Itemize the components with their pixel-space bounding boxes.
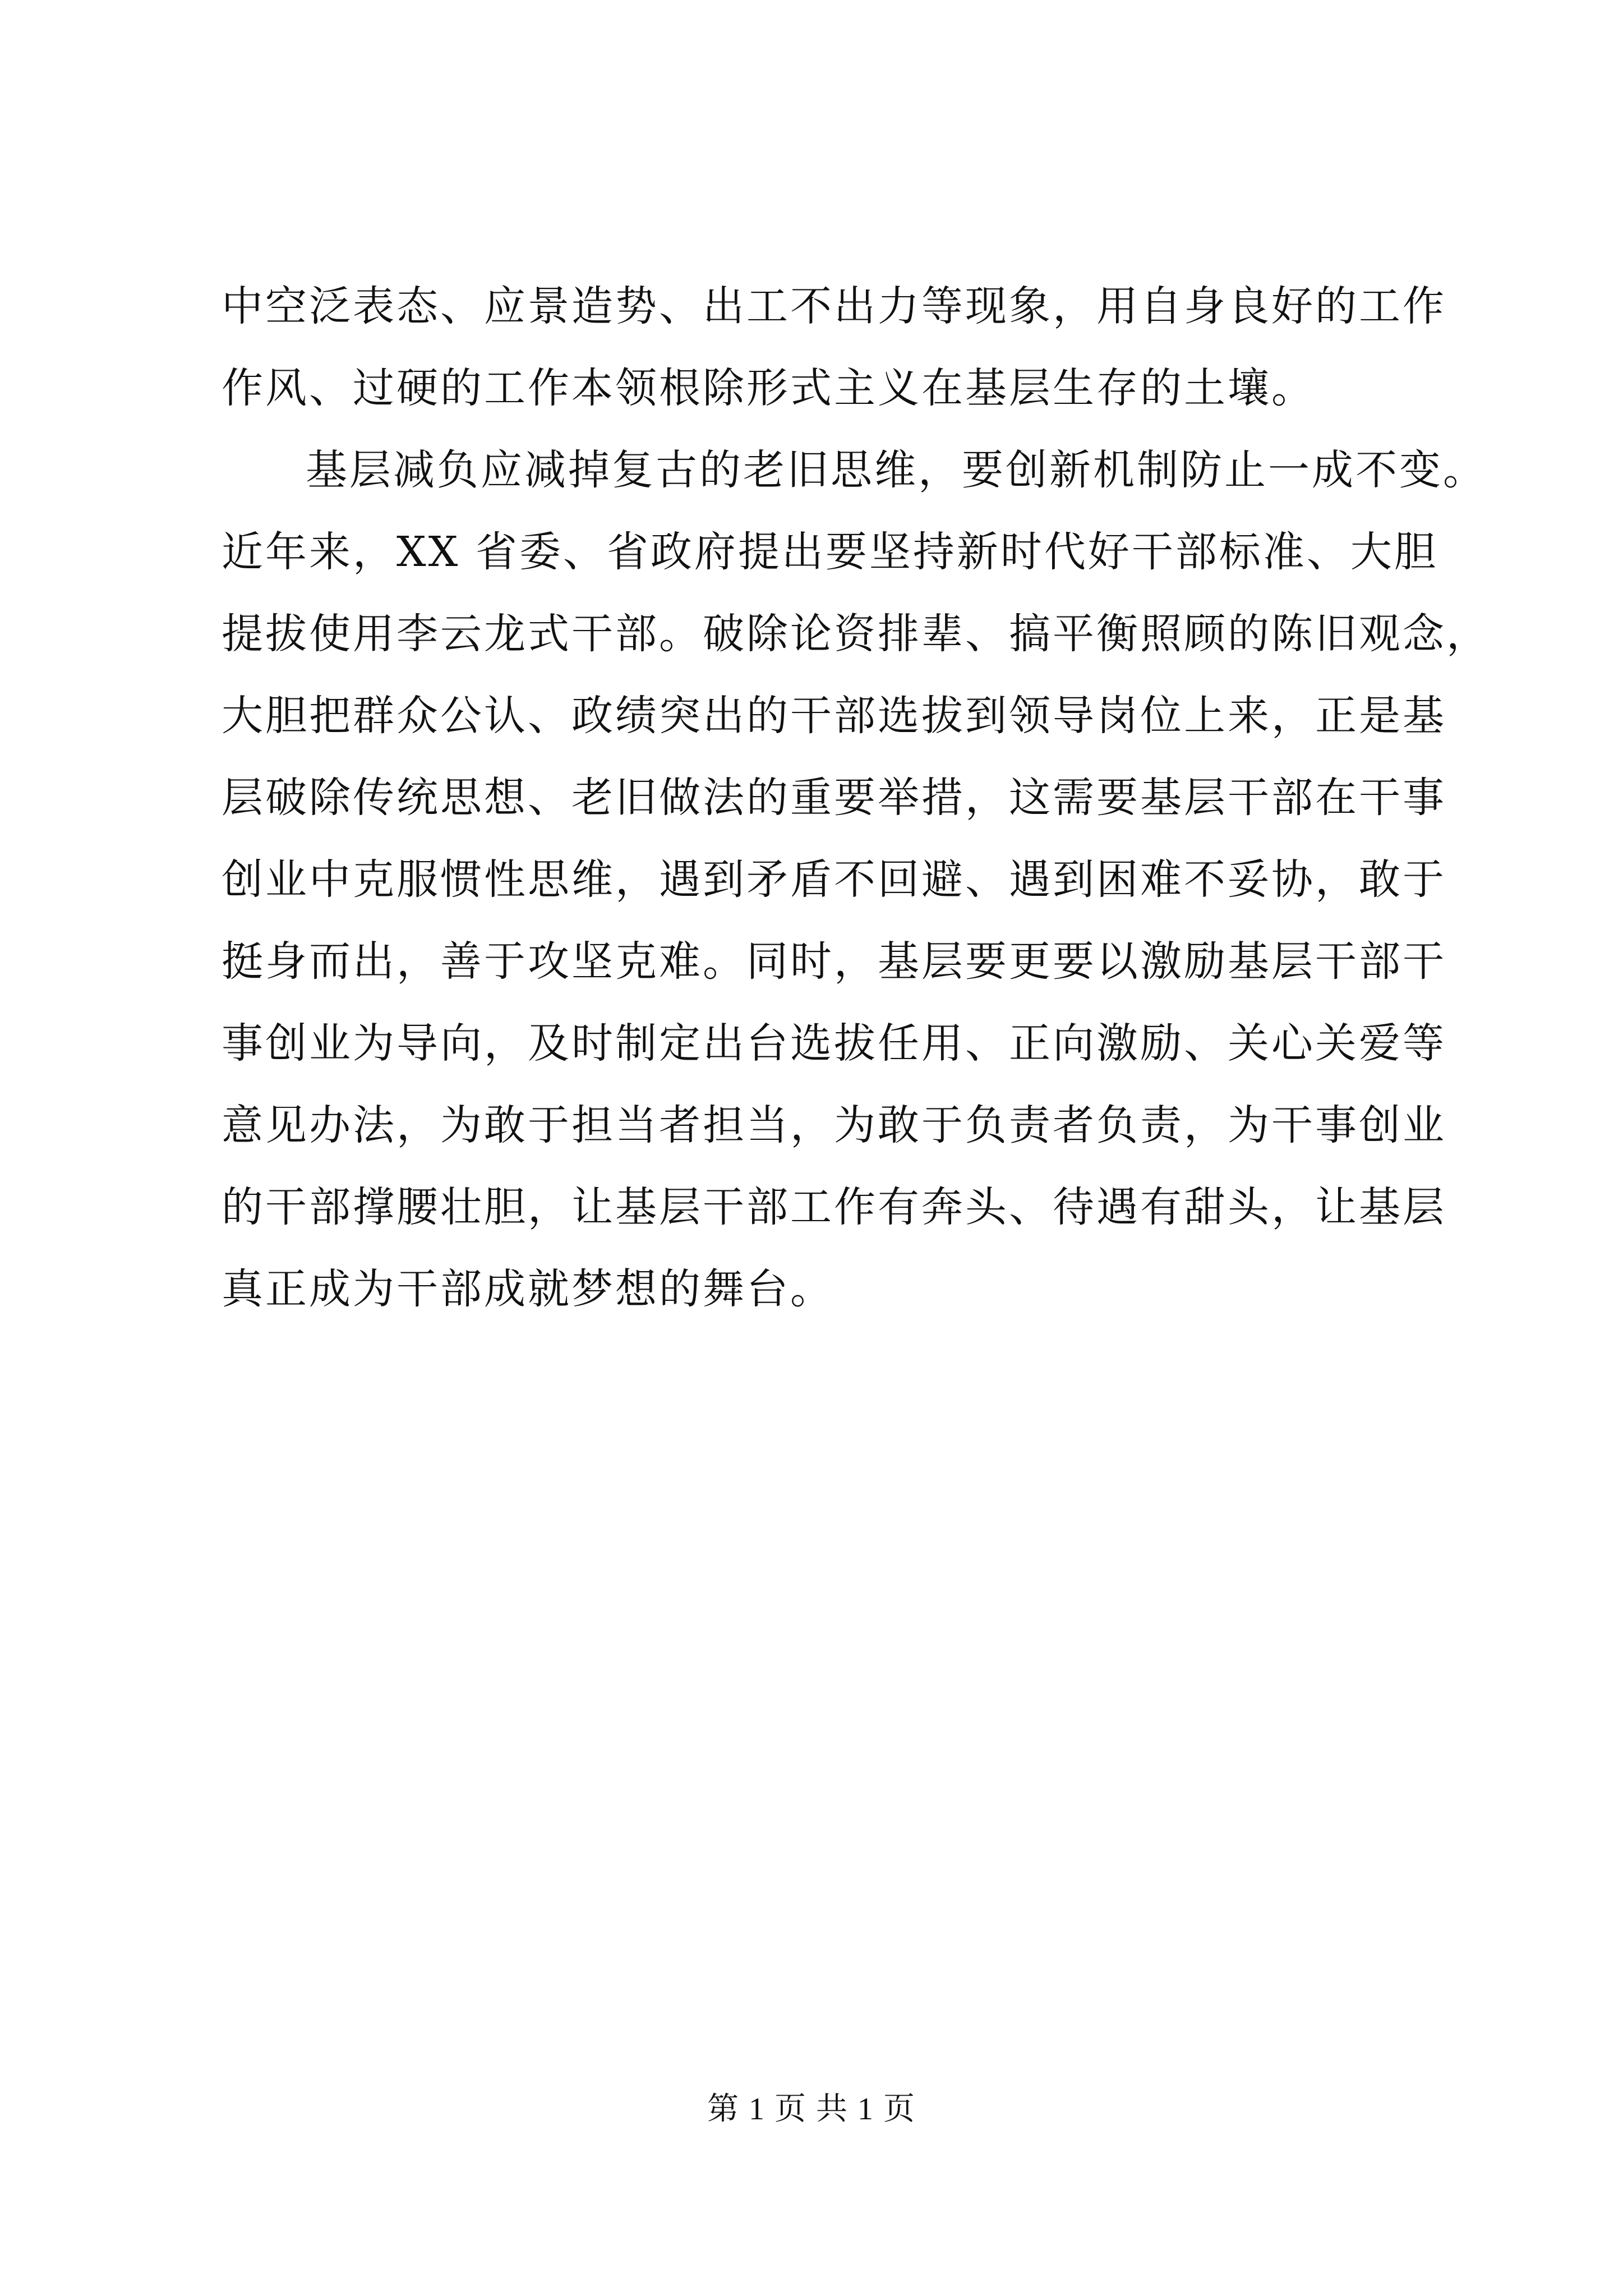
text-line-7: 层破除传统思想、老旧做法的重要举措，这需要基层干部在干事 (222, 774, 1446, 822)
text-line-4: 近年来，XX 省委、省政府提出要坚持新时代好干部标准、大胆 (222, 528, 1438, 576)
text-line-6: 大胆把群众公认、政绩突出的干部选拔到领导岗位上来，正是基 (222, 692, 1446, 740)
text-line-2: 作风、过硬的工作本领根除形式主义在基层生存的土壤。 (222, 364, 1315, 412)
text-line-8: 创业中克服惯性思维，遇到矛盾不回避、遇到困难不妥协，敢于 (222, 855, 1446, 904)
text-line-9: 挺身而出，善于攻坚克难。同时，基层要更要以激励基层干部干 (222, 937, 1446, 986)
text-line-13: 真正成为干部成就梦想的舞台。 (222, 1265, 834, 1313)
body-text (222, 265, 1490, 1330)
text-line-1: 中空泛表态、应景造势、出工不出力等现象，用自身良好的工作 (222, 282, 1446, 330)
text-line-12: 的干部撑腰壮胆，让基层干部工作有奔头、待遇有甜头，让基层 (222, 1183, 1446, 1231)
text-line-3: 基层减负应减掉复古的老旧思维，要创新机制防止一成不变。 (306, 446, 1487, 494)
text-line-10: 事创业为导向，及时制定出台选拔任用、正向激励、关心关爱等 (222, 1019, 1446, 1068)
text-line-5: 提拔使用李云龙式干部。破除论资排辈、搞平衡照顾的陈旧观念， (222, 610, 1490, 658)
page-footer: 第 1 页 共 1 页 (707, 2092, 916, 2127)
text-line-11: 意见办法，为敢于担当者担当，为敢于负责者负责，为干事创业 (222, 1101, 1446, 1149)
